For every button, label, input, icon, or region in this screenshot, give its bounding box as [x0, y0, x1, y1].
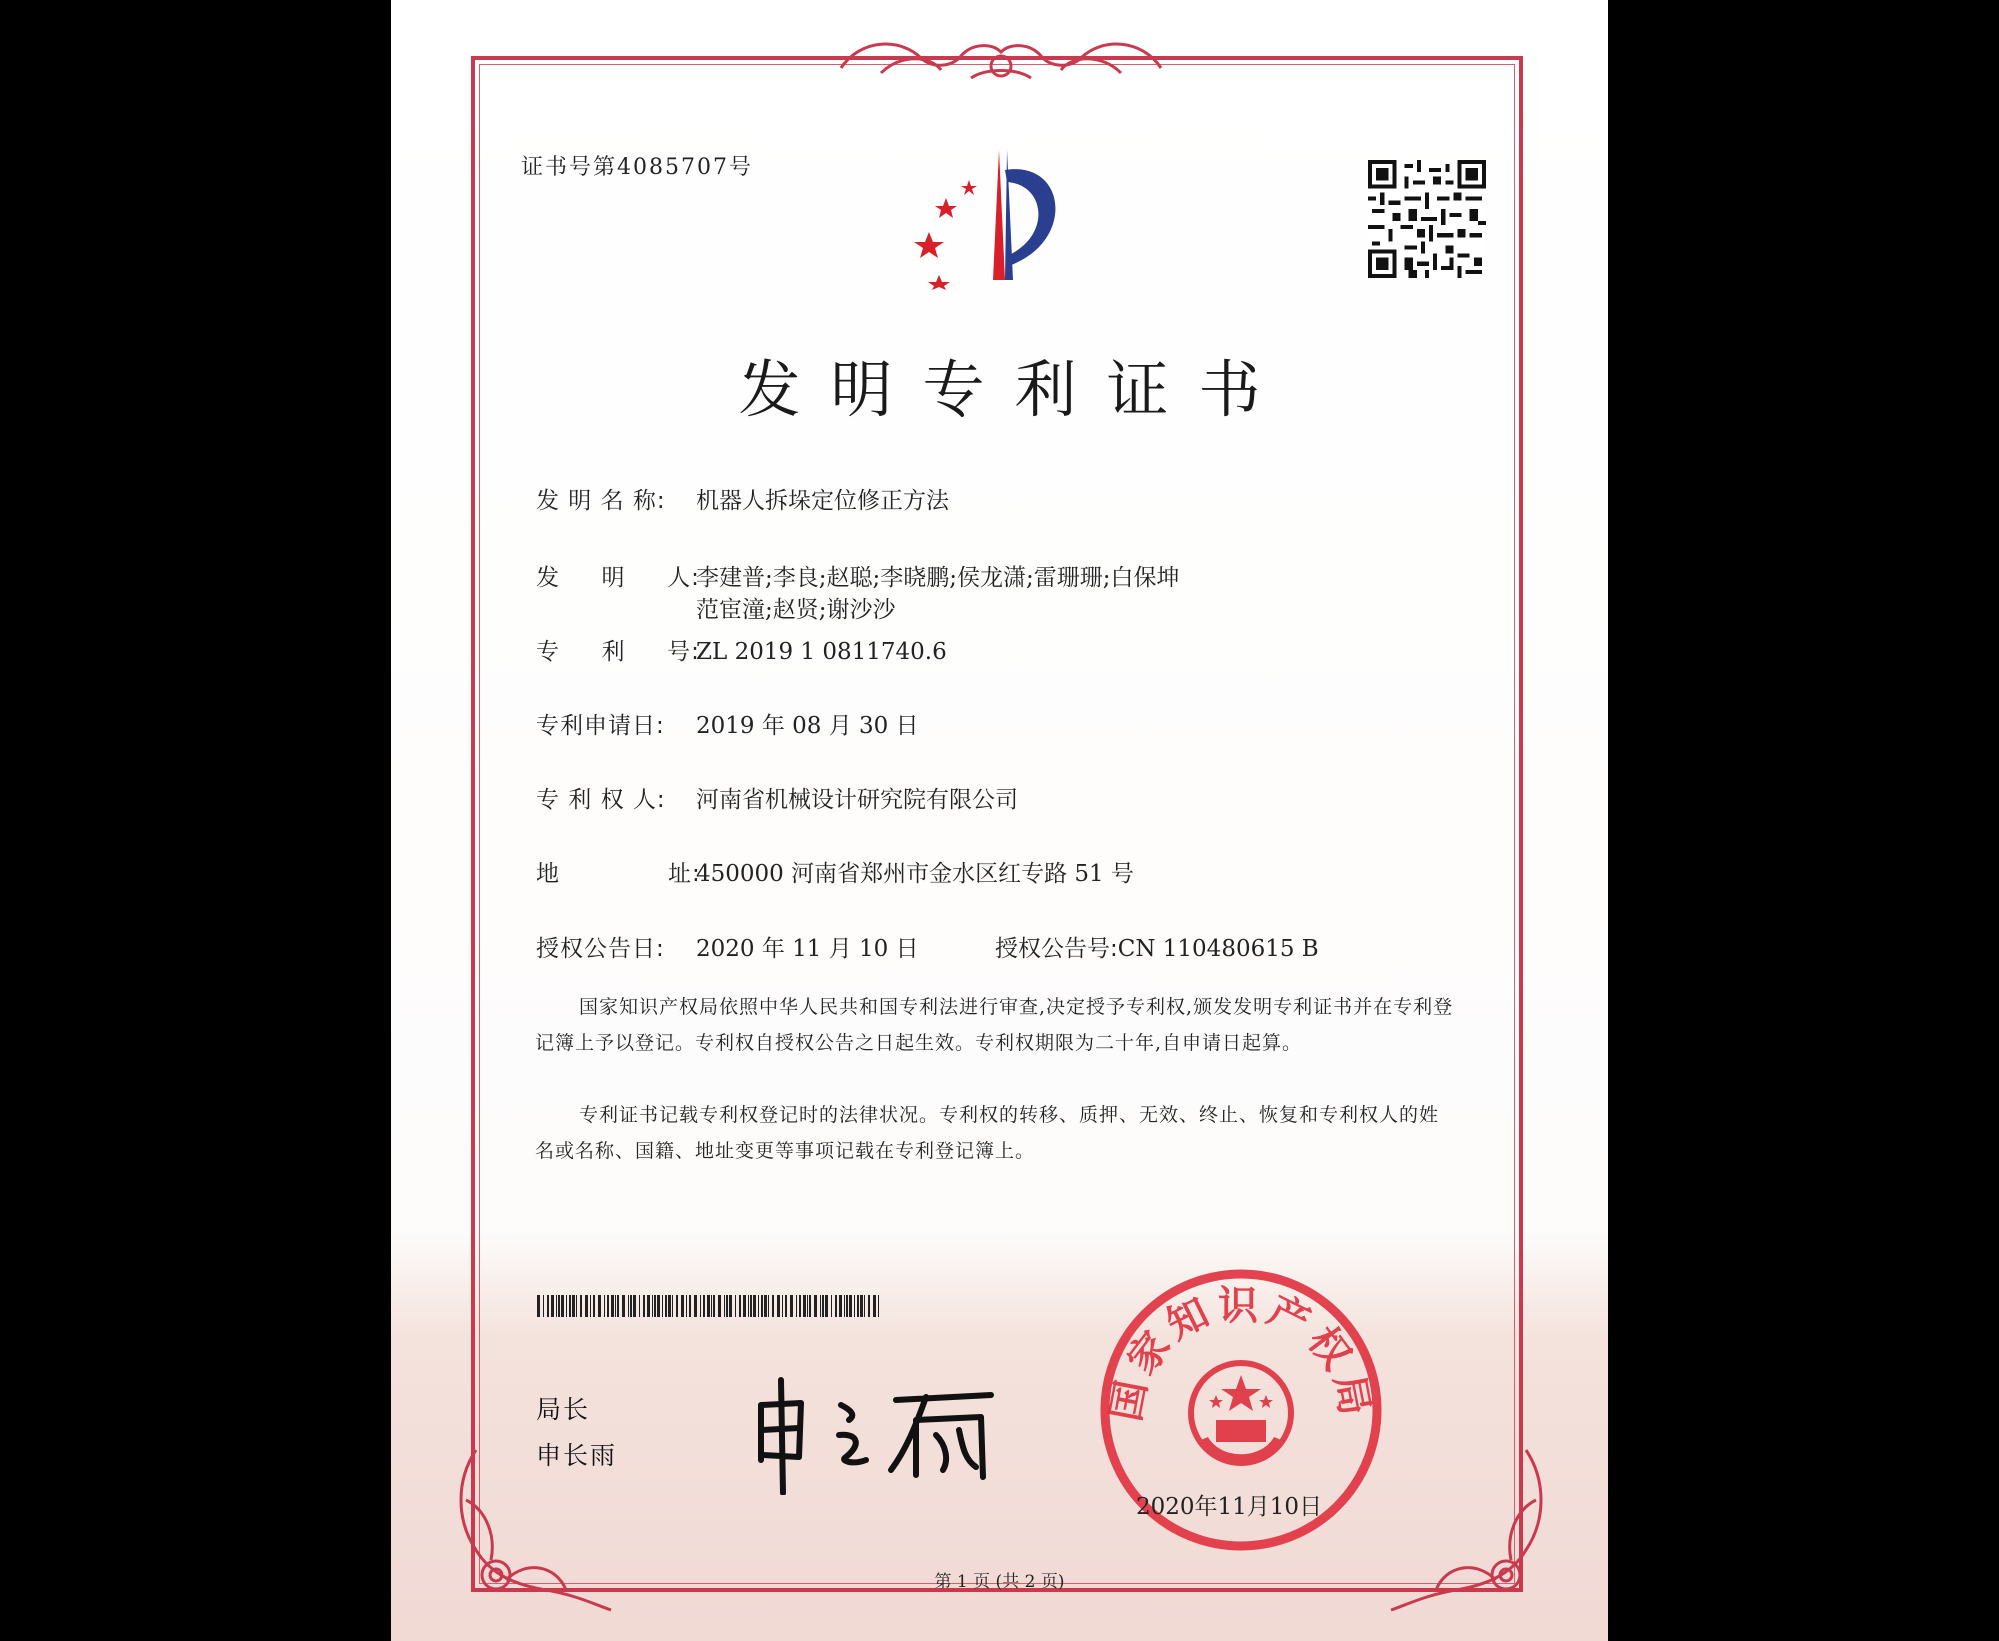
filing-date-label: 专利申请日: [536, 713, 665, 739]
patent-number-label: 专 利 号: [536, 639, 700, 665]
patentee-label: 专 利 权 人: [536, 787, 666, 813]
seal-text: 国家知识产权局 [1103, 1283, 1379, 1425]
inventor-line-2: 范宦潼;赵贤;谢沙沙 [696, 597, 896, 623]
inventor-label: 发 明 人: [536, 565, 700, 591]
inventor-row [536, 562, 1180, 626]
director-name: 申长雨 [536, 1441, 618, 1470]
handwritten-signature [731, 1365, 1031, 1495]
page-indicator: 第 1 页 (共 2 页) [934, 1572, 1065, 1592]
address-label: 地 址: [536, 861, 701, 887]
grant-date-row [536, 933, 919, 965]
seal-date: 2020年11月10日 [1136, 1494, 1323, 1520]
filing-date-row [536, 710, 919, 742]
invention-name-label: 发 明 名 称: [536, 488, 666, 514]
patentee-value: 河南省机械设计研究院有限公司 [696, 787, 1018, 813]
patent-number-row [536, 636, 947, 668]
certificate-page [391, 0, 1608, 1641]
barcode [537, 1295, 882, 1317]
certificate-number: 证书号第4085707号 [521, 155, 753, 180]
svg-text:国家知识产权局 [1103, 1283, 1379, 1425]
patent-number-value: ZL 2019 1 0811740.6 [696, 639, 947, 665]
bottom-right-ornament [1376, 1440, 1556, 1620]
invention-name-value: 机器人拆垛定位修正方法 [696, 488, 949, 514]
invention-name-row [536, 485, 949, 517]
top-ornament [821, 28, 1181, 90]
patent-office-logo [901, 140, 1091, 290]
grant-number-row [995, 933, 1319, 965]
filing-date-value: 2019 年 08 月 30 日 [696, 713, 919, 739]
grant-statement-paragraph: 国家知识产权局依照中华人民共和国专利法进行审查,决定授予专利权,颁发发明专利证书并在专利登记簿上予以登记。专利权自授权公告之日起生效。专利权期限为二十年,自申请日起算。 [535, 996, 1454, 1054]
grant-date-value: 2020 年 11 月 10 日 [696, 936, 919, 962]
address-row [536, 858, 1134, 890]
certificate-title: 发明专利证书 [738, 353, 1291, 426]
qr-code [1368, 160, 1486, 278]
grant-date-label: 授权公告日: [536, 936, 665, 962]
patentee-row [536, 784, 1018, 816]
legal-status-paragraph: 专利证书记载专利权登记时的法律状况。专利权的转移、质押、无效、终止、恢复和专利权人的姓名或名称、国籍、地址变更等事项记载在专利登记簿上。 [535, 1104, 1440, 1162]
grant-number-label: 授权公告号: [995, 936, 1118, 962]
inventor-line-1: 李建普;李良;赵聪;李晓鹏;侯龙潇;雷珊珊;白保坤 [696, 565, 1180, 591]
grant-number-value: CN 110480615 B [1117, 936, 1319, 962]
address-value: 450000 河南省郑州市金水区红专路 51 号 [696, 861, 1134, 887]
director-title: 局长 [536, 1395, 591, 1424]
